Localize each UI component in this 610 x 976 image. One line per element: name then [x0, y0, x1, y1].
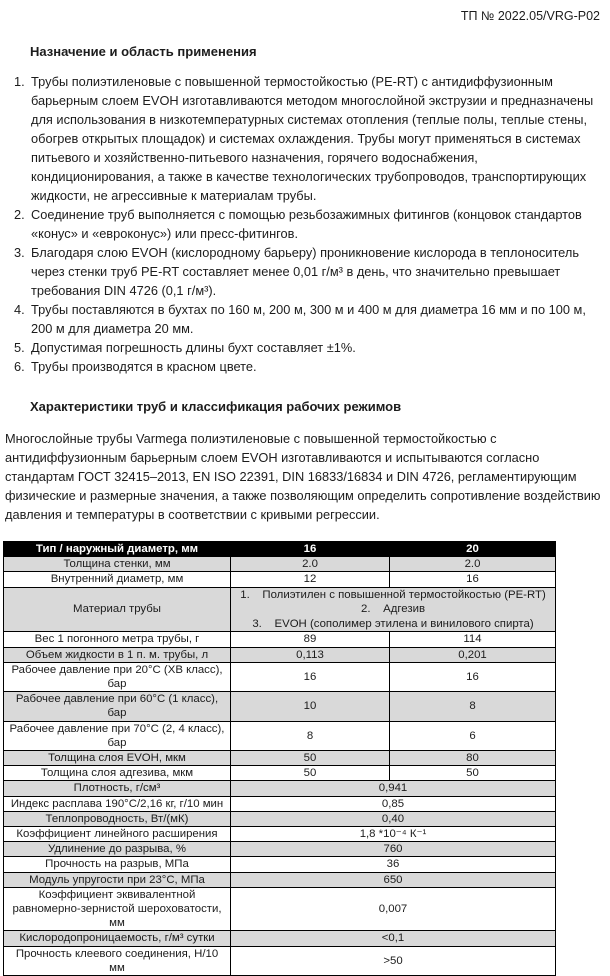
merged-value: <0,1 [231, 931, 556, 946]
header-diameter-20: 20 [390, 542, 556, 557]
param-label: Удлинение до разрыва, % [4, 842, 231, 857]
table-row [4, 857, 556, 872]
param-label: Теплопроводность, Вт/(мК) [4, 811, 231, 826]
merged-value: 1,8 *10⁻⁴ К⁻¹ [231, 827, 556, 842]
list-item [14, 300, 604, 338]
table-row-material [4, 587, 556, 632]
list-item [14, 338, 604, 357]
table-row [4, 796, 556, 811]
param-label: Внутренний диаметр, мм [4, 572, 231, 587]
param-label: Объем жидкости в 1 п. м. трубы, л [4, 647, 231, 662]
param-label: Рабочее давление при 60°С (1 класс), бар [4, 692, 231, 721]
table-row [4, 872, 556, 887]
table-row [4, 632, 556, 647]
value-16: 16 [231, 662, 390, 691]
merged-value: 0,40 [231, 811, 556, 826]
merged-value: 0,85 [231, 796, 556, 811]
merged-value: 760 [231, 842, 556, 857]
param-label: Толщина слоя EVOH, мкм [4, 751, 231, 766]
header-diameter-16: 16 [231, 542, 390, 557]
table-row [4, 692, 556, 721]
value-16: 8 [231, 721, 390, 750]
table-row [4, 557, 556, 572]
value-16: 50 [231, 751, 390, 766]
param-label: Коэффициент эквивалентной равномерно-зернистой шероховатости, мм [4, 887, 231, 931]
section-title-characteristics: Характеристики труб и классификация рабочих режимов [30, 399, 402, 414]
merged-value: 650 [231, 872, 556, 887]
list-item-text: Допустимая погрешность длины бухт составляет ±1%. [31, 340, 356, 355]
list-item-text: Трубы поставляются в бухтах по 160 м, 200 м, 300 м и 400 м для диаметра 16 мм и по 100 м, 200 м для диаметра 20 мм. [31, 302, 586, 336]
list-item [14, 72, 604, 205]
table-row [4, 931, 556, 946]
value-20: 114 [390, 632, 556, 647]
param-label: Рабочее давление при 70°С (2, 4 класс), бар [4, 721, 231, 750]
value-20: 2.0 [390, 557, 556, 572]
table-row [4, 766, 556, 781]
list-item-text: Благодаря слою EVOH (кислородному барьеру) проникновение кислорода в теплоноситель через стенки труб PE-RT составляет менее 0,01 г/м³ в день, что значительно превышает требования DIN 4726 (0,1 г/м³). [31, 245, 579, 298]
list-item-text: Трубы производятся в красном цвете. [31, 359, 257, 374]
param-label: Материал трубы [4, 587, 231, 632]
param-label: Толщина слоя адгезива, мкм [4, 766, 231, 781]
material-line-3: 3. EVOH (сополимер этилена и винилового спирта) [252, 617, 534, 630]
list-item-number: 1. [14, 74, 25, 89]
param-label: Прочность клеевого соединения, Н/10 мм [4, 946, 231, 975]
param-label: Толщина стенки, мм [4, 557, 231, 572]
table-row [4, 647, 556, 662]
header-param: Тип / наружный диаметр, мм [4, 542, 231, 557]
table-row [4, 572, 556, 587]
value-16: 2.0 [231, 557, 390, 572]
value-16: 50 [231, 766, 390, 781]
material-line-2: 2. Адгезив [360, 603, 426, 616]
table-row [4, 827, 556, 842]
list-item-number: 5. [14, 340, 25, 355]
merged-value: 0,007 [231, 887, 556, 931]
table-row [4, 751, 556, 766]
table-row [4, 811, 556, 826]
material-composition-cell [231, 587, 556, 632]
value-16: 12 [231, 572, 390, 587]
value-20: 16 [390, 662, 556, 691]
merged-value: 36 [231, 857, 556, 872]
param-label: Коэффициент линейного расширения [4, 827, 231, 842]
list-item [14, 243, 604, 300]
param-label: Кислородопроницаемость, г/м³ сутки [4, 931, 231, 946]
table-header-row [4, 542, 556, 557]
value-20: 0,201 [390, 647, 556, 662]
doc-reference-number: ТП № 2022.05/VRG-P02 [460, 9, 600, 23]
list-item-number: 6. [14, 359, 25, 374]
param-label: Индекс расплава 190°С/2,16 кг, г/10 мин [4, 796, 231, 811]
list-item-text: Трубы полиэтиленовые с повышенной термостойкостью (PE-RT) с антидиффузионным барьерным слоем EVOH изготавливаются методом многослойной экструзии и предназначены для использования в низкотемпературных системах отопления (теплые полы, теплые стены, обогрев открытых площадок) и системах охлаждения. Трубы могут применяться в системах питьевого и хозяйственно-питьевого назначения, горячего водоснабжения, кондиционирования, а также в качестве технологических трубопроводов, транспортирующих жидкости, не агрессивные к материалам трубы. [31, 74, 594, 203]
table-row [4, 781, 556, 796]
pipe-spec-table [3, 541, 556, 976]
value-20: 8 [390, 692, 556, 721]
merged-value: 0,941 [231, 781, 556, 796]
list-item [14, 357, 604, 376]
table-row [4, 887, 556, 931]
value-20: 80 [390, 751, 556, 766]
merged-value: >50 [231, 946, 556, 975]
value-20: 50 [390, 766, 556, 781]
param-label: Прочность на разрыв, МПа [4, 857, 231, 872]
value-20: 16 [390, 572, 556, 587]
param-label: Плотность, г/см³ [4, 781, 231, 796]
table-row [4, 946, 556, 975]
purpose-numbered-list [14, 72, 604, 376]
list-item-number: 3. [14, 245, 25, 260]
list-item-text: Соединение труб выполняется с помощью резьбозажимных фитингов (концовок стандартов «конус» и «евроконус») или пресс-фитингов. [31, 207, 582, 241]
param-label: Модуль упругости при 23°С, МПа [4, 872, 231, 887]
section-title-purpose: Назначение и область применения [30, 44, 257, 59]
table-row [4, 662, 556, 691]
characteristics-intro-paragraph: Многослойные трубы Varmega полиэтиленовые с повышенной термостойкостью с антидиффузионным барьерным слоем EVOH изготавливаются и испытываются согласно стандартам ГОСТ 32415–2013, EN ISO 22391, DIN 16833/16834 и DIN 4726, регламентирующим физические и размерные значения, а также позволяющим определить сопротивление воздействию давления и температуры в соответствии с кривыми регрессии. [5, 431, 601, 522]
value-16: 0,113 [231, 647, 390, 662]
param-label: Рабочее давление при 20°С (ХВ класс), бар [4, 662, 231, 691]
value-16: 89 [231, 632, 390, 647]
value-20: 6 [390, 721, 556, 750]
value-16: 10 [231, 692, 390, 721]
table-row [4, 721, 556, 750]
list-item-number: 4. [14, 302, 25, 317]
param-label: Вес 1 погонного метра трубы, г [4, 632, 231, 647]
list-item [14, 205, 604, 243]
material-line-1: 1. Полиэтилен с повышенной термостойкостью (PE-RT) [240, 588, 546, 601]
list-item-number: 2. [14, 207, 25, 222]
table-row [4, 842, 556, 857]
